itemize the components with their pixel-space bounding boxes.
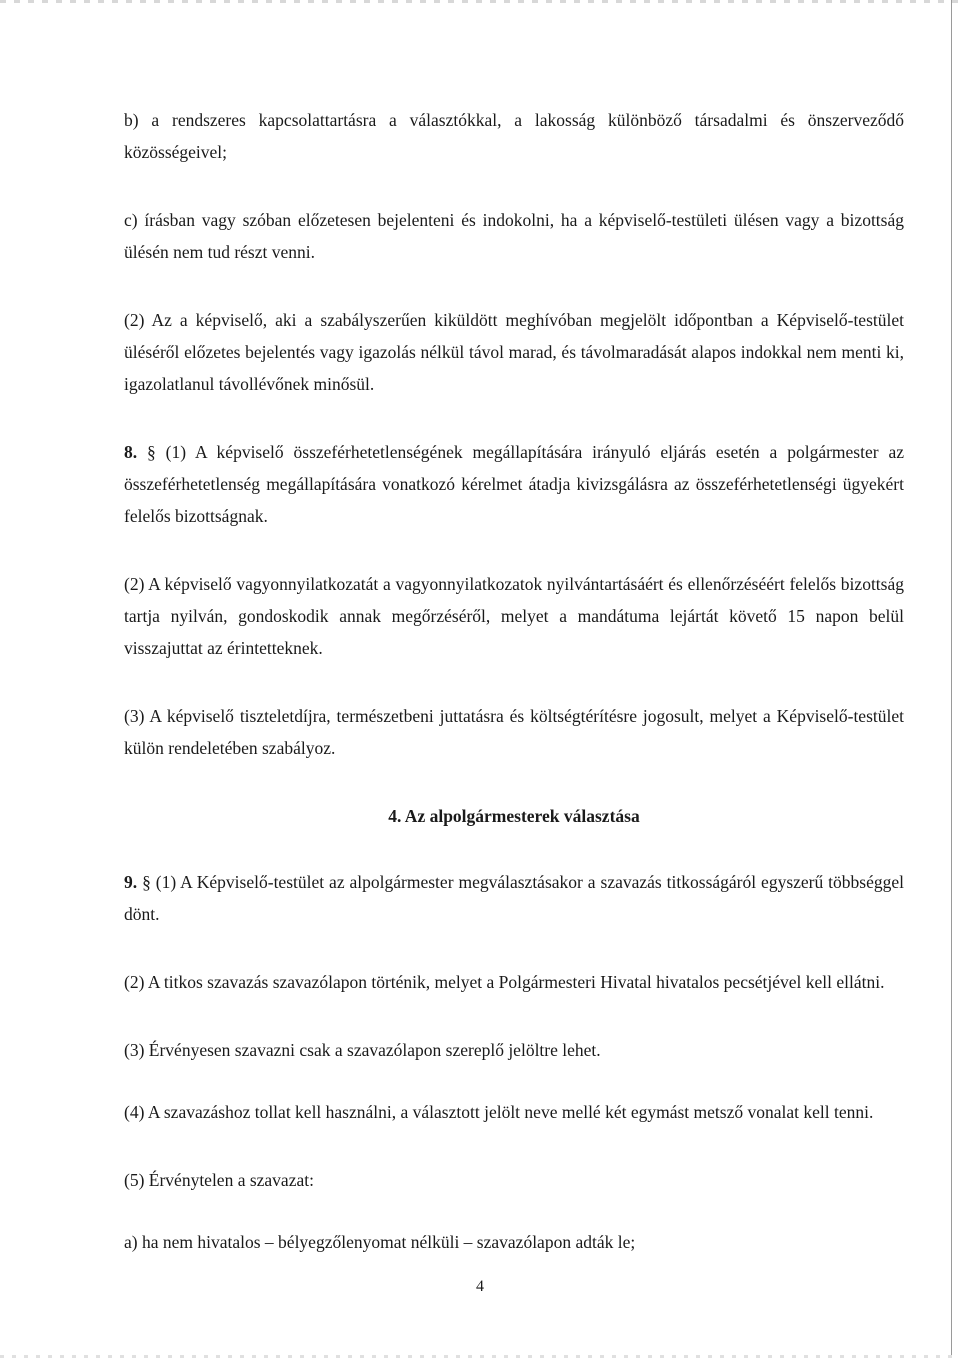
- section-8-3: (3) A képviselő tiszteletdíjra, természetbeni juttatásra és költségtérítésre jogosult, melyet a Képviselő-testület külön rendeletében szabályoz.: [124, 706, 904, 758]
- paragraph-c: c) írásban vagy szóban előzetesen bejelenteni és indokolni, ha a képviselő-testületi ülésen vagy a bizottság ülésén nem tud részt venni.: [124, 210, 904, 262]
- section-9-1-text: § (1) A Képviselő-testület az alpolgármester megválasztásakor a szavazás titkosságáról egyszerű többséggel dönt.: [124, 872, 905, 924]
- scan-right-edge-line: [951, 0, 952, 1358]
- section-9-1: [124, 866, 904, 930]
- section-9-4: (4) A szavazáshoz tollat kell használni, a választott jelölt neve mellé két egymást metsző vonalat kell tenni.: [124, 1102, 874, 1122]
- section-9-5-a: a) ha nem hivatalos – bélyegzőlenyomat nélküli – szavazólapon adták le;: [124, 1232, 636, 1252]
- section-number: 8.: [124, 442, 138, 462]
- section-8-1-text: § (1) A képviselő összeférhetetlenségének megállapítására irányuló eljárás esetén a polgármester az összeférhetetlenség megállapítására vonatkozó kérelmet átadja kivizsgálásra az összeférhetetlenségi ügyekért felelős bizottságnak.: [124, 442, 904, 526]
- section-number: 9.: [124, 872, 138, 892]
- section-8-1: [124, 436, 904, 532]
- paragraph-7-2: (2) Az a képviselő, aki a szabályszerűen kiküldött meghívóban megjelölt időpontban a Képviselő-testület üléséről előzetes bejelentés vagy igazolás nélkül távol marad, és távolmaradását alapos indokkal nem menti ki, igazolatlanul távollévőnek minősül.: [124, 310, 904, 394]
- chapter-heading: 4. Az alpolgármesterek választása: [388, 806, 640, 826]
- document-page-body: [124, 104, 904, 1294]
- section-9-5: (5) Érvénytelen a szavazat:: [124, 1170, 314, 1190]
- section-9-3: (3) Érvényesen szavazni csak a szavazólapon szereplő jelöltre lehet.: [124, 1040, 601, 1060]
- page-number: 4: [476, 1278, 484, 1295]
- section-9-2: (2) A titkos szavazás szavazólapon történik, melyet a Polgármesteri Hivatal hivatalos pecsétjével kell ellátni.: [124, 972, 885, 992]
- scan-top-edge: [0, 0, 960, 3]
- paragraph-b: b) a rendszeres kapcsolattartásra a választókkal, a lakosság különböző társadalmi és önszerveződő közösségeivel;: [124, 110, 904, 162]
- section-8-2: (2) A képviselő vagyonnyilatkozatát a vagyonnyilatkozatok nyilvántartásáért és ellenőrzéséért felelős bizottság tartja nyilván, gondoskodik annak megőrzéséről, melyet a mandátuma lejártát követő 15 napon belül visszajuttat az érintetteknek.: [124, 574, 904, 658]
